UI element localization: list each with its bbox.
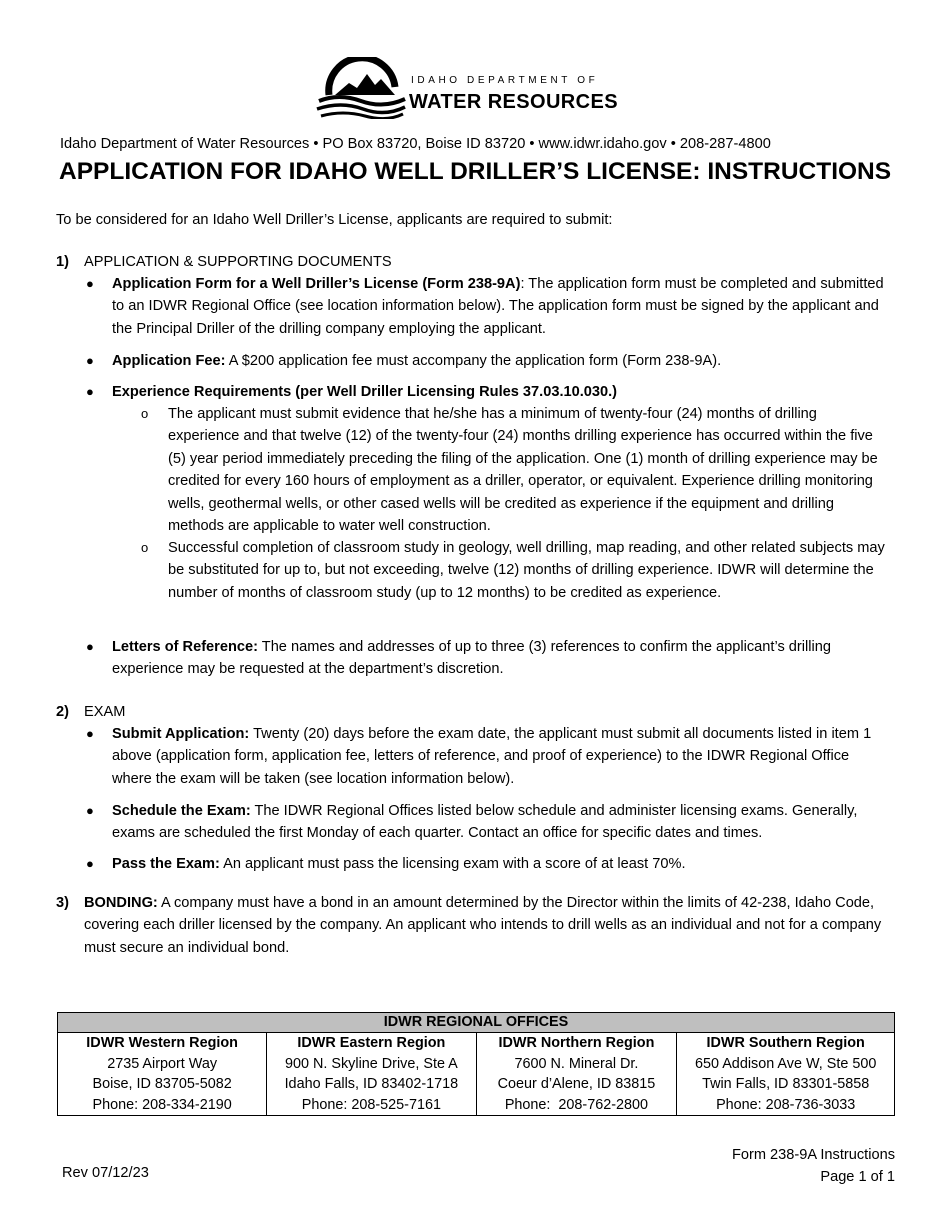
bullet-icon: ● <box>86 639 94 654</box>
item-label: Pass the Exam: <box>112 856 220 872</box>
list-item <box>86 636 852 681</box>
bonding-paragraph <box>84 892 894 959</box>
item-label: Schedule the Exam: <box>112 803 251 819</box>
page-number: Page 1 of 1 <box>820 1169 895 1186</box>
bullet-icon: ● <box>86 726 94 741</box>
section-heading: EXAM <box>84 704 126 720</box>
office-name: IDWR Northern Region <box>498 1035 655 1051</box>
office-phone: Phone: 208-525-7161 <box>301 1096 441 1113</box>
section-heading: APPLICATION & SUPPORTING DOCUMENTS <box>84 254 392 270</box>
item-label: Application Form for a Well Driller’s License (Form 238-9A) <box>112 276 521 292</box>
list-item <box>86 723 892 790</box>
item-text: The names and addresses of up to three (3) references to confirm the applicant’s drilling experience may be requested at the department’s discretion. <box>112 639 831 678</box>
table-title: IDWR REGIONAL OFFICES <box>58 1013 895 1033</box>
bullet-icon: ● <box>86 856 94 871</box>
office-cell-northern <box>476 1033 677 1116</box>
item-text: Twenty (20) days before the exam date, the applicant must submit all documents listed in item 1 above (application form, application fee, letters of reference, and proof of experience) to the IDWR Regional Office where the exam will be taken (see location information below). <box>112 726 872 787</box>
bullet-icon: ● <box>86 353 94 368</box>
office-address: 900 N. Skyline Drive, Ste A <box>284 1055 458 1072</box>
contact-line: Idaho Department of Water Resources • PO Box 83720, Boise ID 83720 • www.idwr.idaho.gov • 208-287-4800 <box>60 136 771 152</box>
office-phone: Phone: 208-762-2800 <box>504 1096 649 1113</box>
office-phone: Phone: 208-334-2190 <box>92 1096 232 1113</box>
office-address: 7600 N. Mineral Dr. <box>514 1055 639 1072</box>
office-city: Coeur d’Alene, ID 83815 <box>497 1076 656 1092</box>
list-item <box>86 350 898 372</box>
logo-dept-text: IDAHO DEPARTMENT OF <box>411 75 599 86</box>
bonding-text: A company must have a bond in an amount determined by the Director within the limits of 42-238, Idaho Code, covering each driller licensed by the company. An applicant who intends to drill wells as an individual and not for a company must secure an individual bond. <box>84 895 882 956</box>
item-label: Experience Requirements (per Well Driller Licensing Rules 37.03.10.030.) <box>112 384 618 400</box>
bonding-label: BONDING: <box>84 895 158 911</box>
office-cell-eastern <box>267 1033 476 1116</box>
office-city: Twin Falls, ID 83301-5858 <box>702 1076 870 1092</box>
office-cell-southern <box>677 1033 895 1116</box>
logo-org-text: WATER RESOURCES <box>409 91 618 113</box>
office-address: 650 Addison Ave W, Ste 500 <box>695 1055 877 1072</box>
section-number: 3) <box>56 895 69 911</box>
office-address: 2735 Airport Way <box>107 1055 218 1072</box>
item-text: : The application form must be completed and submitted to an IDWR Regional Office (see location information below). The application form must be signed by the applicant and the Principal Driller of the drilling company employing the applicant. <box>112 276 884 337</box>
sub-list-item <box>141 403 890 537</box>
office-name: IDWR Eastern Region <box>297 1035 446 1051</box>
section-number: 2) <box>56 704 69 720</box>
circle-bullet-icon: o <box>141 540 149 555</box>
list-item <box>86 273 898 340</box>
regional-offices-table <box>57 1012 895 1116</box>
office-name: IDWR Western Region <box>86 1035 238 1051</box>
sub-item-text: Successful completion of classroom study in geology, well drilling, map reading, and other related subjects may be substituted for up to, but not exceeding, twelve (12) months of drilling experience. IDWR will determine the number of months of classroom study (up to 12 months) to be credited as experience. <box>168 540 885 601</box>
circle-bullet-icon: o <box>141 406 149 421</box>
item-text: An applicant must pass the licensing exam with a score of at least 70%. <box>219 856 686 872</box>
office-phone: Phone: 208-736-3033 <box>716 1096 856 1113</box>
intro-text: To be considered for an Idaho Well Driller’s License, applicants are required to submit: <box>56 212 613 228</box>
list-item <box>86 853 898 875</box>
item-text: A $200 application fee must accompany the application form (Form 238-9A). <box>225 353 722 369</box>
bullet-icon: ● <box>86 384 94 399</box>
office-cell-western <box>58 1033 267 1116</box>
item-label: Submit Application: <box>112 726 250 742</box>
form-footer <box>732 1144 895 1189</box>
list-item <box>86 381 898 403</box>
item-text: The IDWR Regional Offices listed below schedule and administer licensing exams. Generally, exams are scheduled the first Monday of each quarter. Contact an office for specific dates and times. <box>112 803 858 842</box>
office-city: Boise, ID 83705-5082 <box>92 1076 232 1092</box>
section-number: 1) <box>56 254 69 270</box>
idwr-logo <box>315 57 635 119</box>
list-item <box>86 800 897 845</box>
office-city: Idaho Falls, ID 83402-1718 <box>284 1076 459 1092</box>
bullet-icon: ● <box>86 803 94 818</box>
sub-item-text: The applicant must submit evidence that he/she has a minimum of twenty-four (24) months of drilling experience and that twelve (12) of the twenty-four (24) months drilling experience has occurred within the five (5) year period immediately preceding the filing of the application. One (1) month of drilling experience may be credited for every 160 hours of employment as a driller, operator, or equivalent. Experience drilling monitoring wells, geothermal wells, or other cased wells will be credited as experience if the equipment and drilling methods are applicable to water well construction. <box>168 406 878 535</box>
form-name: Form 238-9A Instructions <box>731 1147 895 1163</box>
water-mountain-logo-icon <box>315 57 407 119</box>
item-label: Application Fee: <box>112 353 226 369</box>
revision-date: Rev 07/12/23 <box>62 1165 149 1181</box>
page-title: APPLICATION FOR IDAHO WELL DRILLER’S LICENSE: INSTRUCTIONS <box>59 158 892 185</box>
sub-list-item <box>141 537 890 604</box>
office-name: IDWR Southern Region <box>706 1035 865 1051</box>
item-label: Letters of Reference: <box>112 639 258 655</box>
bullet-icon: ● <box>86 276 94 291</box>
